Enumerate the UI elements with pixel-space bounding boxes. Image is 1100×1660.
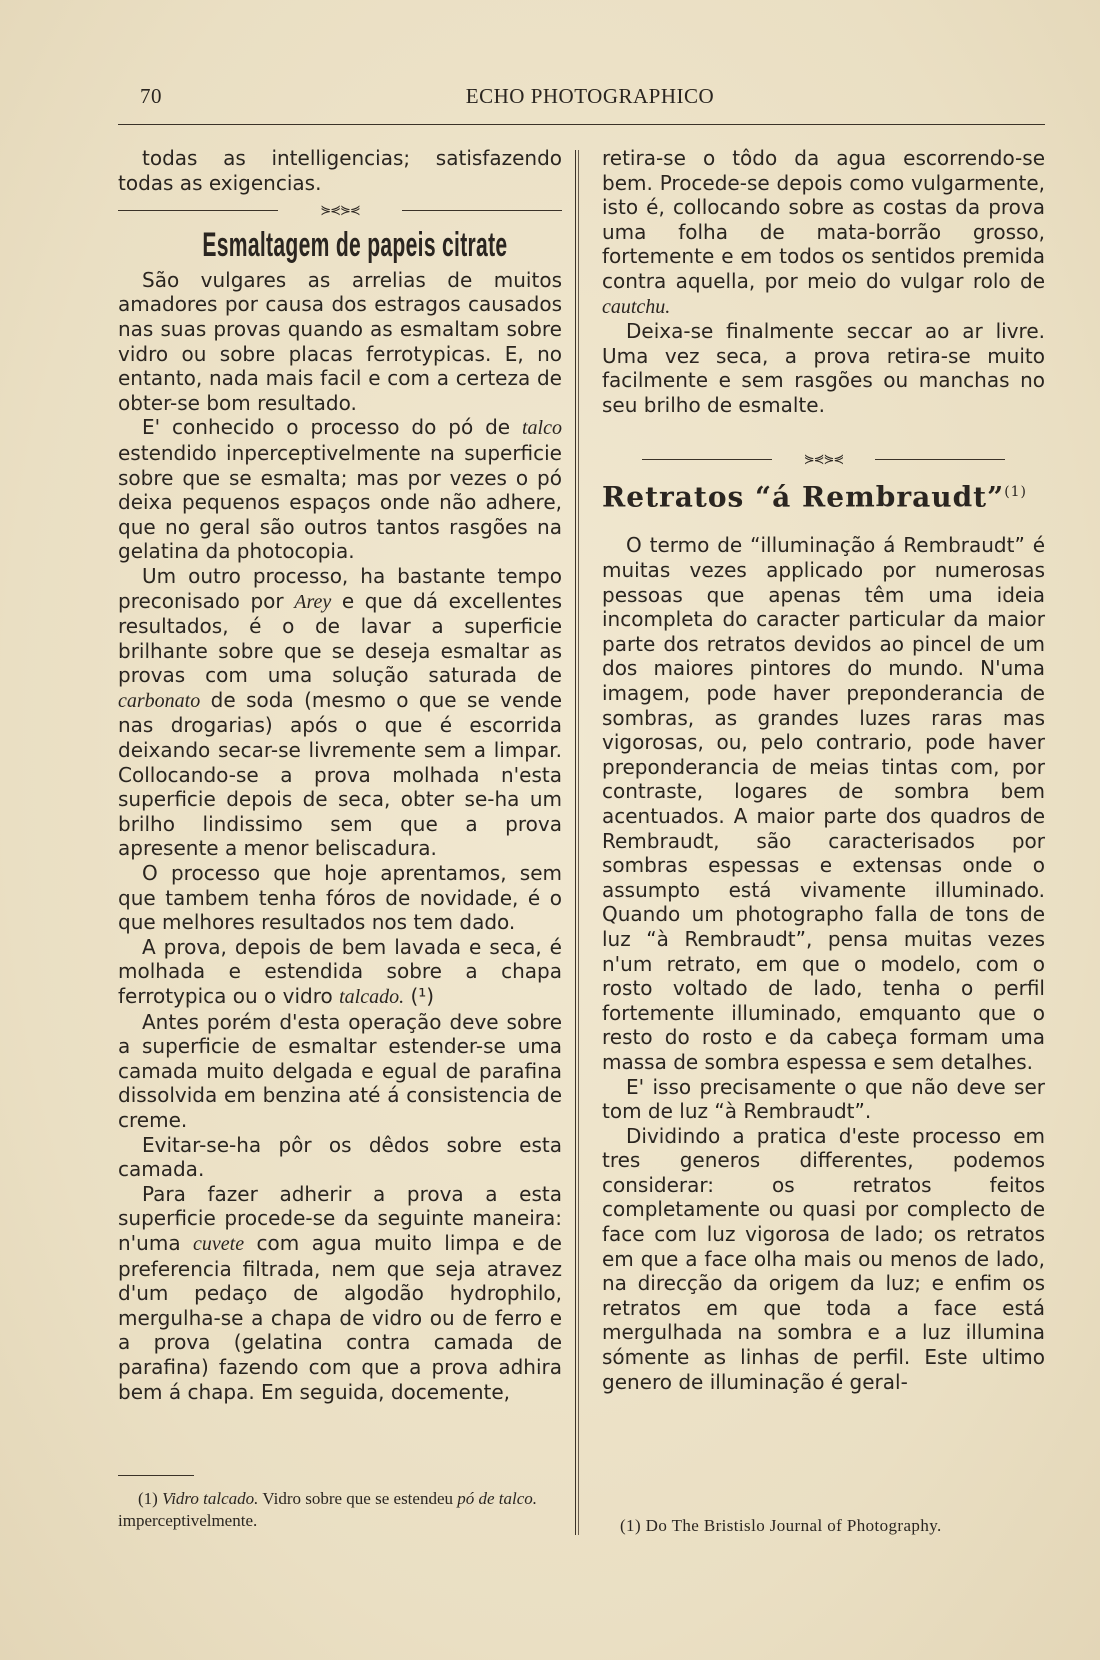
title-footnote-marker: (1): [1004, 483, 1028, 500]
intro-paragraph: todas as intelligencias; satisfazendo todas as exigencias.: [118, 146, 562, 195]
header-rule: [118, 124, 1045, 125]
running-title: ECHO PHOTOGRAPHICO: [465, 84, 715, 108]
paragraph: Deixa-se finalmente seccar ao ar livre. Uma vez seca, a prova retira-se muito facilmente e sem rasgões ou manchas no seu brilho de esmalte.: [602, 319, 1045, 417]
article-title: Esmaltagem de papeis citrate: [202, 226, 508, 265]
ornament-glyph: ⋟⋞⋟⋞: [803, 451, 844, 467]
paragraph: Antes porém d'esta operação deve sobre a superficie de esmaltar estender-se uma camada muito delgada e egual de parafina dissolvida em benzina até á consistencia de creme.: [118, 1009, 562, 1132]
paragraph: O termo de “illuminação á Rembraudt” é muitas vezes applicado por numerosas pessoas que apenas têm uma ideia incompleta do caracter particular da maior parte dos retratos devidos ao pincel de um dos maiores pintores do mundo. N'uma imagem, pode haver preponderancia de sombras, as grandes luzes raras mas vigorosas, ou, pelo contrario, pode haver preponderancia de meias tintas com, por contraste, logares de sombra bem acentuados. A maior parte dos quadros de Rembraudt, são caracterisados por sombras espessas e extensas onde o assumpto está vivamente illuminado. Quando um photographo falla de tons de luz “à Rembraudt”, pensa muitas vezes n'um retrato, em que o modelo, com o rosto voltado de lado, tenha o perfil fortemente illuminado, emquanto que o resto do rosto e da cabeça formam uma massa de sombra espessa e sem detalhes.: [602, 533, 1045, 1074]
section-ornament: [118, 199, 562, 221]
paragraph: E' isso precisamente o que não deve ser tom de luz “à Rembraudt”.: [602, 1074, 1045, 1124]
footnote-rule: [118, 1475, 194, 1476]
ornament-line-right: [402, 210, 562, 211]
page-header: [140, 84, 1040, 114]
ornament-line-left: [642, 459, 772, 460]
ornament-line-left: [118, 210, 278, 211]
column-divider: [575, 150, 576, 1535]
footnote-left: (1) Vidro talcado. Vidro sobre que se estendeu pó de talco. imperceptivelmente.: [118, 1489, 538, 1530]
page-number: 70: [140, 84, 162, 108]
paragraph: São vulgares as arrelias de muitos amadores por causa dos estragos causados nas suas provas quando as esmaltam sobre vidro ou sobre placas ferrotypicas. E, no entanto, nada mais facil e com a certeza de obter-se bom resultado.: [118, 267, 562, 415]
paragraph: Um outro processo, ha bastante tempo preconisado por Arey e que dá excellentes resultados, é o de lavar a superficie brilhante sobre que se deseja esmaltar as provas com uma solução saturada de carbonato de soda (mesmo o que se vende nas drogarias) após o que é escorrida deixando secar-se livremente sem a limpar. Collocando-se a prova molhada n'esta superficie depois de seca, obter se-ha um brilho lindissimo sem que a prova apresente a menor beliscadura.: [118, 563, 562, 861]
paragraph: O processo que hoje aprentamos, sem que tambem tenha fóros de novidade, é o que melhores resultados nos tem dado.: [118, 861, 562, 935]
left-column: [118, 146, 562, 1404]
section-ornament: [602, 448, 1045, 470]
paragraph: Para fazer adherir a prova a esta superficie procede-se da seguinte maneira: n'uma cuvete com agua muito limpa e de preferencia filtrada, nem que seja atravez d'um pedaço de algodão hydrophilo, mergulha-se a chapa de vidro ou de ferro e a prova (gelatina contra camada de parafina) fazendo com que a prova adhira bem á chapa. Em seguida, docemente,: [118, 1181, 562, 1404]
ornament-line-right: [875, 459, 1005, 460]
paragraph: Dividindo a pratica d'este processo em tres generos differentes, podemos considerar: os retratos feitos completamente ou quasi por complecto de face com luz vigorosa de lado; os retratos em que a face olha mais ou menos de lado, na direcção da origem da luz; e enfim os retratos em que toda a face está mergulhada na sombra e a luz illumina sómente as linhas de perfil. Este ultimo genero de illuminação é geral-: [602, 1123, 1045, 1394]
paragraph: A prova, depois de bem lavada e seca, é molhada e estendida sobre a chapa ferrotypica ou o vidro talcado. (¹): [118, 934, 562, 1008]
paragraph: retira-se o tôdo da agua escorrendo-se bem. Procede-se depois como vulgarmente, isto é, collocando sobre as costas da prova uma folha de mata-borrão grosso, fortemente e em todos os sentidos premida contra aquella, por meio do vulgar rolo de cautchu.: [602, 146, 1045, 318]
paragraph: E' conhecido o processo do pó de talco estendido inperceptivelmente na superficie sobre que se esmalta; mas por vezes o pó deixa pequenos espaços onde não adhere, que no geral são outros tantos rasgões na gelatina da photocopia.: [118, 415, 562, 564]
ornament-glyph: ⋟⋞⋟⋞: [320, 203, 360, 219]
right-column: [602, 146, 1045, 1394]
footnote-right: (1) Do The Bristislo Journal of Photography.: [620, 1516, 942, 1535]
paragraph: Evitar-se-ha pôr os dêdos sobre esta camada.: [118, 1132, 562, 1182]
column-divider-inner: [578, 150, 579, 1535]
article-title: Retratos “á Rembraudt”$^{(1)}$: [602, 479, 1028, 513]
